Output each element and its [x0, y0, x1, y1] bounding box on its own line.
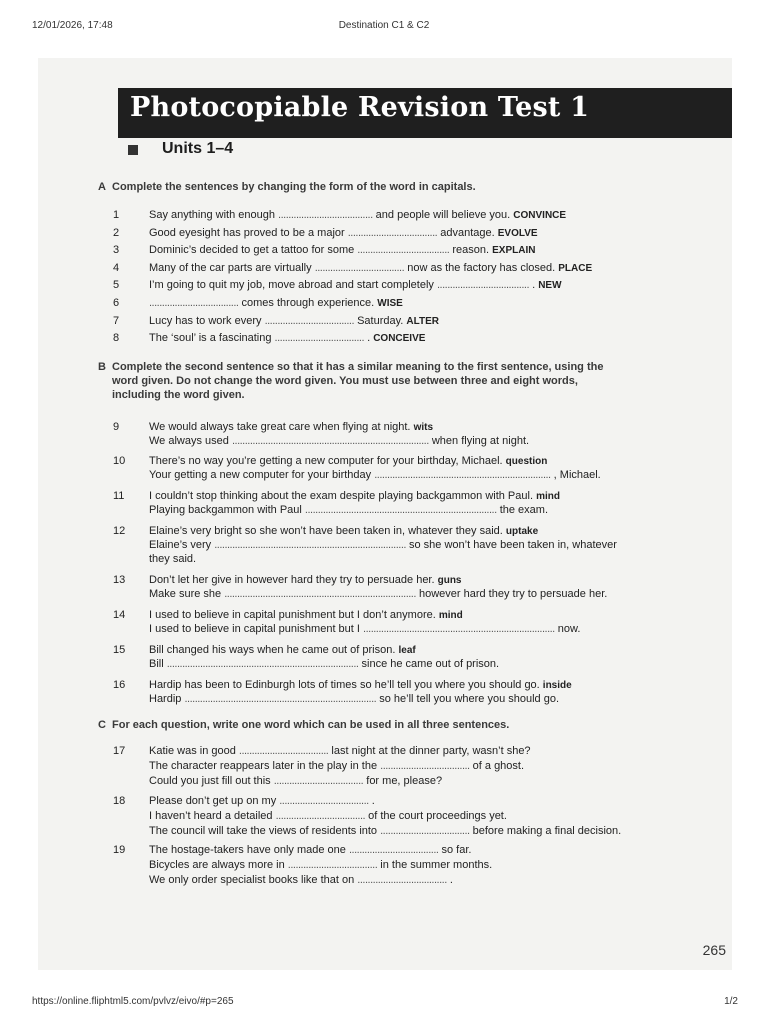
question-text: so he’ll tell you where you should go.	[376, 693, 560, 705]
question-text: Bicycles are always more in	[149, 859, 288, 871]
question-line	[149, 759, 524, 773]
question-text: I used to believe in capital punishment but I don’t anymore.	[149, 609, 439, 621]
answer-blank: ...................................	[347, 226, 438, 239]
key-word: guns	[437, 575, 462, 586]
question-line	[149, 331, 425, 346]
question-text: last night at the dinner party, wasn’t she?	[328, 745, 531, 757]
question-number: 8	[113, 332, 120, 345]
section-a-instruction: A Complete the sentences by changing the form of the word in capitals.	[98, 181, 476, 193]
question-text: Hardip has been to Edinburgh lots of times so he’ll tell you where you should go.	[149, 679, 543, 691]
question-text: Elaine’s very	[149, 539, 215, 551]
answer-blank: ...................................	[274, 332, 365, 345]
question-line	[149, 824, 621, 838]
key-word: PLACE	[558, 262, 593, 274]
answer-blank: ...........................................................................	[363, 623, 555, 635]
answer-blank: .............................................................................	[231, 435, 429, 447]
question-text: Lucy has to work every	[149, 314, 265, 327]
question-text: so she won’t have been taken in, whatever	[405, 539, 617, 551]
question-line	[149, 809, 507, 823]
question-line	[149, 858, 492, 872]
question-line	[149, 434, 529, 448]
key-word: leaf	[398, 645, 416, 656]
question-text: for me, please?	[363, 775, 443, 787]
answer-blank: ...................................	[357, 874, 447, 886]
answer-blank: ...................................	[238, 745, 329, 757]
question-line	[149, 873, 453, 887]
question-text: since he came out of prison.	[358, 658, 500, 670]
question-text: The council will take the views of residents into	[149, 825, 381, 837]
units-bullet-icon	[128, 145, 138, 155]
question-line	[149, 243, 535, 258]
question-text: Say anything with enough	[149, 209, 279, 221]
question-text: .	[368, 795, 375, 807]
question-line	[149, 794, 375, 808]
question-text: Katie was in good	[149, 745, 239, 757]
key-word: uptake	[505, 526, 539, 537]
question-number: 1	[113, 209, 120, 221]
question-text: I haven’t heard a detailed	[149, 810, 276, 822]
question-text: however hard they try to persuade her.	[415, 588, 608, 600]
question-line	[149, 608, 463, 623]
question-text: Elaine’s very bright so she won’t have been taken in, whatever they said.	[149, 525, 506, 537]
question-line	[149, 552, 196, 566]
question-number: 3	[113, 244, 120, 257]
question-line	[149, 622, 580, 636]
question-number: 10	[113, 455, 126, 467]
answer-blank: ...................................	[348, 844, 439, 856]
question-text: .	[364, 332, 374, 345]
question-text: Could you just fill out this	[149, 775, 274, 787]
question-text: We only order specialist books like that on	[149, 874, 358, 886]
question-line	[149, 678, 572, 693]
key-word: mind	[536, 491, 560, 502]
question-line	[149, 226, 538, 241]
section-letter: B	[98, 361, 106, 373]
question-text: We always used	[149, 435, 232, 447]
page-number: 265	[702, 942, 726, 958]
key-word: mind	[438, 610, 463, 621]
question-line	[149, 261, 592, 276]
scanned-page	[38, 58, 732, 970]
question-number: 13	[113, 574, 126, 586]
question-line	[149, 657, 499, 671]
question-line	[149, 538, 617, 552]
answer-blank: ...........................................................................	[184, 693, 377, 705]
answer-blank: ...................................	[264, 314, 355, 327]
answer-blank: ...................................	[149, 297, 239, 309]
title-bar	[118, 88, 732, 138]
question-number: 11	[113, 490, 125, 502]
answer-blank: ...................................	[380, 825, 470, 837]
page-title: Photocopiable Revision Test 1	[130, 92, 590, 123]
question-line	[149, 454, 547, 469]
question-text: Playing backgammon with Paul	[149, 504, 305, 516]
question-text: The hostage-takers have only made one	[149, 844, 349, 856]
key-word: WISE	[377, 298, 403, 309]
question-text: in the summer months.	[377, 859, 493, 871]
key-word: CONCEIVE	[373, 333, 426, 345]
answer-blank: ...................................	[275, 810, 366, 822]
question-text: Saturday.	[354, 314, 407, 327]
question-text: There’s no way you’re getting a new computer for your birthday, Michael.	[149, 455, 506, 467]
answer-blank: ...........................................................................	[214, 539, 406, 551]
question-text: Your getting a new computer for your birthday	[149, 469, 375, 481]
question-number: 2	[113, 226, 120, 239]
question-text: Make sure she	[149, 588, 225, 600]
question-text: .	[446, 874, 453, 886]
answer-blank: ...................................	[273, 775, 364, 787]
question-text: and people will believe you.	[372, 209, 514, 221]
key-word: inside	[542, 680, 572, 691]
question-text: when flying at night.	[428, 435, 530, 447]
answer-blank: ...................................	[380, 760, 470, 772]
answer-blank: ....................................	[436, 279, 530, 292]
question-line	[149, 573, 462, 588]
question-text: reason.	[449, 244, 493, 257]
answer-blank: ...................................	[279, 795, 369, 807]
key-word: wits	[413, 422, 434, 433]
question-text: Please don’t get up on my	[149, 795, 280, 807]
section-b-instruction: B Complete the second sentence so that it has a similar meaning to the first sentence, using the word given. Do not change the word given. You must use between three and eight words, including the word given.	[98, 361, 604, 401]
question-text: of the court proceedings yet.	[365, 810, 507, 822]
question-text: they said.	[149, 553, 197, 565]
question-line	[149, 489, 560, 504]
answer-blank: .....................................	[278, 209, 373, 221]
question-number: 12	[113, 525, 126, 537]
question-text: Many of the car parts are virtually	[149, 261, 315, 274]
print-url: https://online.fliphtml5.com/pvlvz/eivo/#p=265	[32, 996, 234, 1007]
question-text: Bill changed his ways when he came out of prison.	[149, 644, 399, 656]
question-text: I used to believe in capital punishment but I	[149, 623, 364, 635]
question-text: We would always take great care when flying at night.	[149, 421, 414, 433]
question-number: 18	[113, 795, 126, 807]
key-word: question	[505, 456, 548, 467]
question-text: advantage.	[437, 226, 498, 239]
answer-blank: .....................................................................	[374, 469, 551, 481]
question-line	[149, 587, 607, 601]
answer-blank: ...........................................................................	[224, 588, 416, 600]
question-line	[149, 524, 538, 539]
question-text: I couldn’t stop thinking about the exam despite playing backgammon with Paul.	[149, 490, 537, 502]
question-text: before making a final decision.	[469, 825, 622, 837]
question-number: 14	[113, 609, 126, 621]
question-number: 9	[113, 421, 120, 433]
question-line	[149, 643, 416, 658]
question-line	[149, 503, 548, 517]
question-line	[149, 468, 601, 482]
answer-blank: ....................................	[357, 244, 450, 257]
answer-blank: ...........................................................................	[166, 658, 359, 670]
units-heading: Units 1–4	[162, 140, 234, 157]
question-text: The ‘soul’ is a fascinating	[149, 332, 275, 345]
section-c-instruction: C For each question, write one word which can be used in all three sentences.	[98, 719, 510, 731]
section-letter: C	[98, 719, 106, 731]
question-text: I’m going to quit my job, move abroad and start completely	[149, 279, 437, 292]
question-text: Bill	[149, 658, 167, 670]
question-line	[149, 296, 403, 311]
answer-blank: ...........................................................................	[304, 504, 497, 516]
key-word: ALTER	[406, 315, 440, 327]
section-letter: A	[98, 181, 106, 193]
key-word: EXPLAIN	[492, 245, 536, 257]
question-line	[149, 208, 566, 223]
question-number: 17	[113, 745, 126, 757]
question-text: now as the factory has closed.	[404, 261, 559, 274]
question-number: 15	[113, 644, 126, 656]
question-text: comes through experience.	[238, 297, 378, 309]
key-word: NEW	[538, 280, 562, 292]
question-number: 4	[113, 261, 120, 274]
question-line	[149, 314, 439, 329]
print-datetime: 12/01/2026, 17:48	[32, 20, 113, 31]
print-doc-title: Destination C1 & C2	[338, 20, 430, 31]
question-text: of a ghost.	[469, 760, 525, 772]
question-text: Dominic’s decided to get a tattoo for some	[149, 244, 358, 257]
question-text: so far.	[438, 844, 472, 856]
question-line	[149, 744, 531, 758]
question-text: the exam.	[496, 504, 548, 516]
question-text: Don’t let her give in however hard they try to persuade her.	[149, 574, 438, 586]
question-number: 5	[113, 279, 120, 292]
question-text: Hardip	[149, 693, 185, 705]
question-text: Good eyesight has proved to be a major	[149, 226, 348, 239]
question-number: 6	[113, 297, 120, 309]
question-line	[149, 692, 559, 706]
question-text: now.	[554, 623, 581, 635]
key-word: CONVINCE	[513, 210, 567, 221]
question-line	[149, 420, 433, 435]
question-text: .	[529, 279, 539, 292]
answer-blank: ...................................	[314, 261, 405, 274]
question-number: 7	[113, 314, 120, 327]
question-number: 16	[113, 679, 126, 691]
print-page-count: 1/2	[724, 996, 738, 1007]
question-number: 19	[113, 844, 126, 856]
question-text: The character reappears later in the play in the	[149, 760, 381, 772]
question-text: , Michael.	[550, 469, 601, 481]
question-line	[149, 774, 442, 788]
question-line	[149, 843, 471, 857]
key-word: EVOLVE	[497, 227, 538, 239]
answer-blank: ...................................	[287, 859, 378, 871]
question-line	[149, 278, 562, 293]
